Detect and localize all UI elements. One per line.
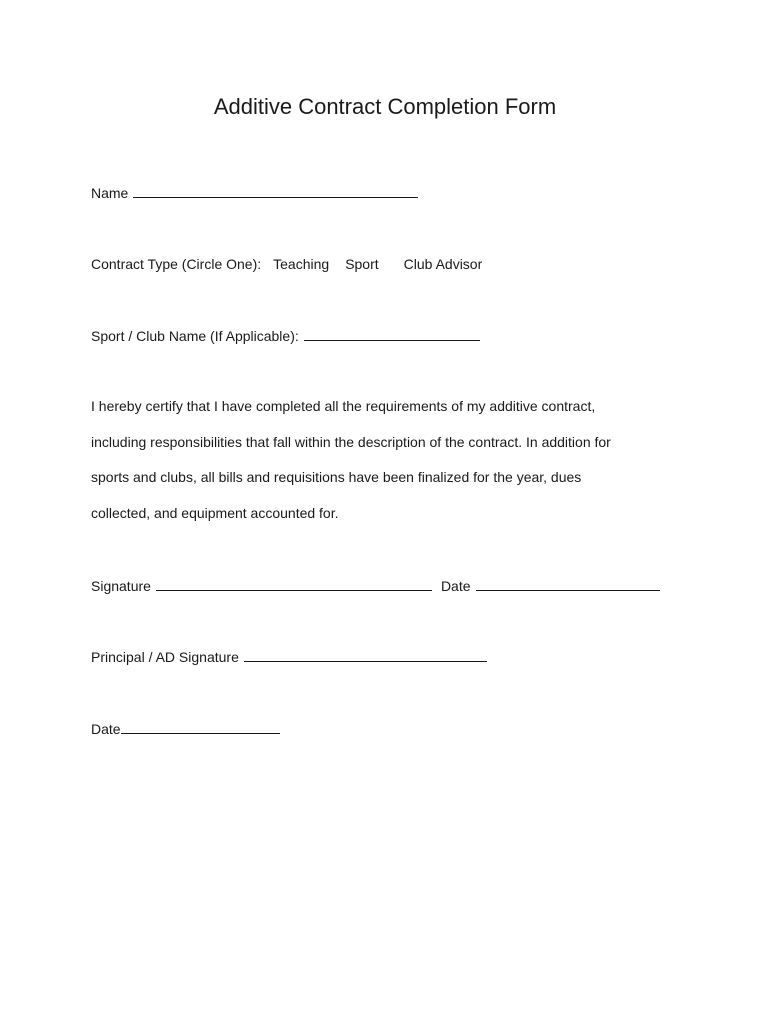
signature-row: [91, 576, 660, 595]
principal-signature-label: Principal / AD Signature: [91, 649, 239, 665]
final-date-label: Date: [91, 721, 121, 737]
contract-type-label: Contract Type (Circle One):: [91, 256, 262, 272]
principal-signature-row: [91, 647, 487, 666]
contract-type-row: [91, 255, 482, 273]
form-title: Additive Contract Completion Form: [213, 94, 557, 119]
certification-line: including responsibilities that fall within the description of the contract. In addition for: [91, 434, 611, 450]
club-name-row: [91, 326, 480, 345]
contract-option-sport[interactable]: Sport: [345, 256, 379, 272]
date-label: Date: [440, 578, 471, 594]
certification-line: sports and clubs, all bills and requisitions have been finalized for the year, dues: [91, 469, 582, 485]
principal-signature-field[interactable]: [244, 647, 487, 662]
final-date-row: [91, 719, 280, 738]
certification-line: collected, and equipment accounted for.: [91, 505, 339, 521]
date-field[interactable]: [476, 576, 660, 591]
contract-option-teaching[interactable]: Teaching: [273, 256, 330, 272]
club-name-field[interactable]: [304, 326, 480, 341]
club-name-label: Sport / Club Name (If Applicable):: [91, 328, 299, 344]
final-date-field[interactable]: [121, 719, 280, 734]
signature-field[interactable]: [156, 576, 432, 591]
name-label: Name: [91, 185, 129, 201]
name-row: [91, 183, 418, 202]
signature-label: Signature: [91, 578, 151, 594]
certification-line: I hereby certify that I have completed all the requirements of my additive contract,: [91, 398, 596, 414]
contract-option-club-advisor[interactable]: Club Advisor: [403, 256, 483, 272]
name-field[interactable]: [133, 183, 418, 198]
